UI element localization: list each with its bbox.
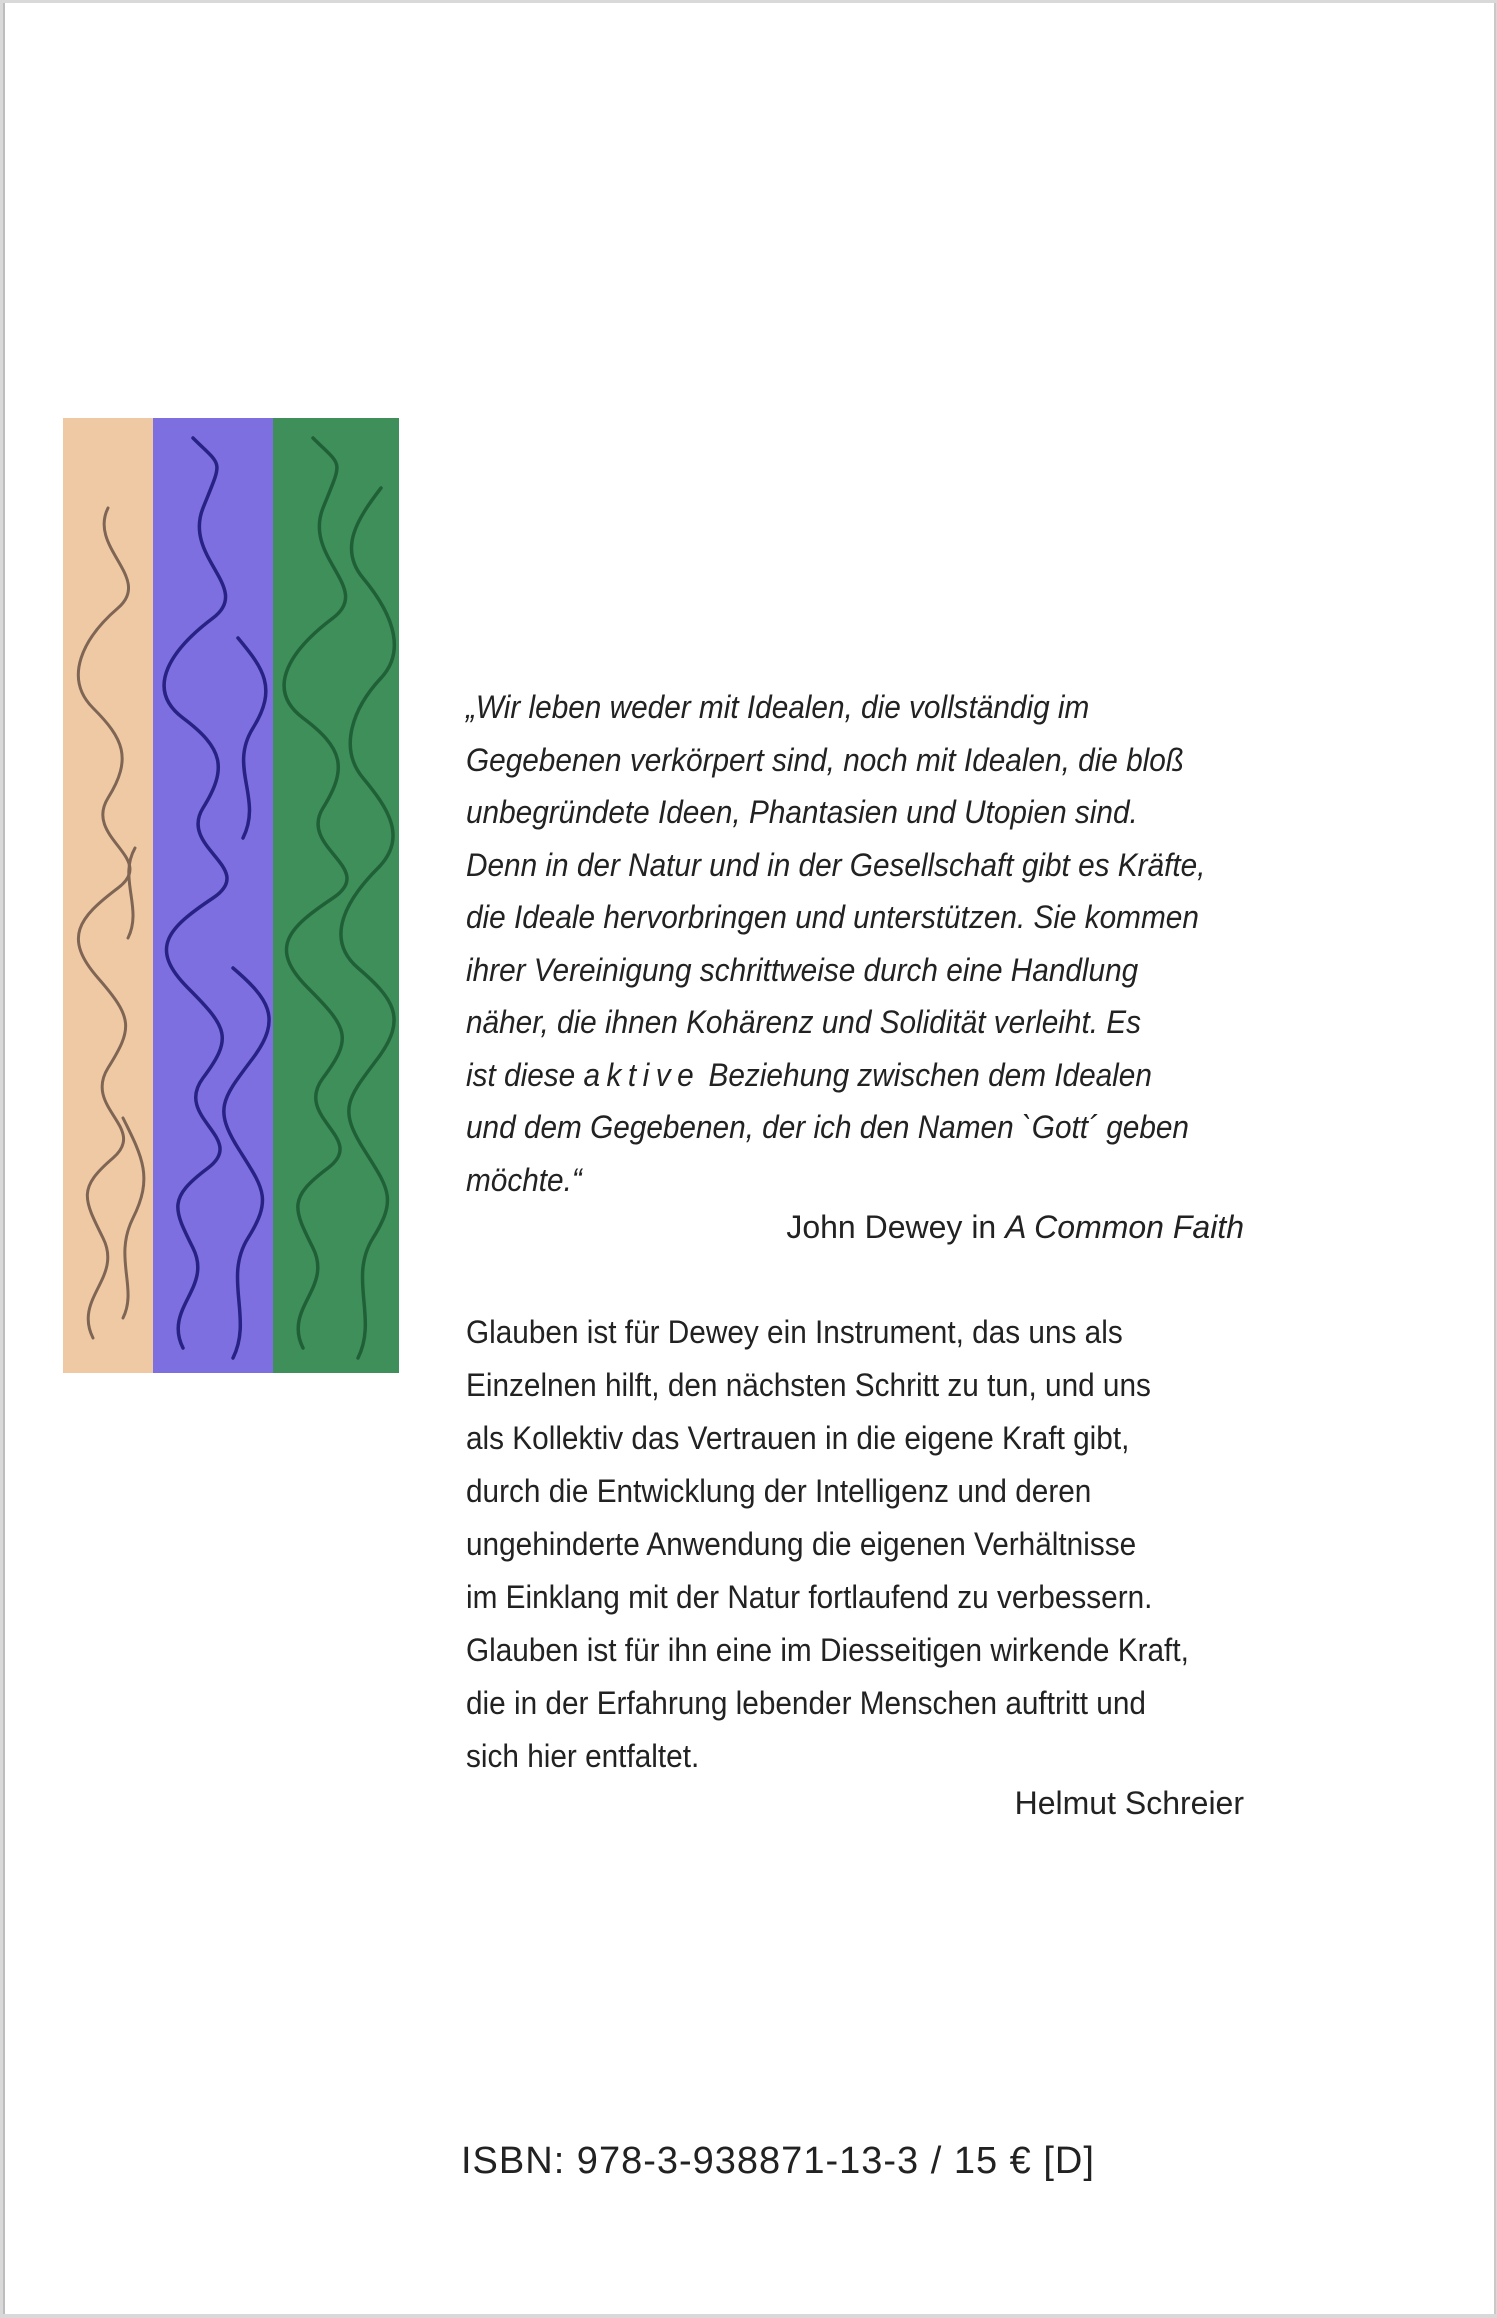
blurb-line: durch die Entwicklung der Intelligenz und deren [466, 1473, 1092, 1509]
quote-line: möchte.“ [466, 1161, 582, 1198]
blurb-line: Einzelnen hilft, den nächsten Schritt zu tun, und uns [466, 1367, 1151, 1403]
quote-line: „Wir leben weder mit Idealen, die vollständig im [466, 689, 1090, 725]
blurb-line: als Kollektiv das Vertrauen in die eigene Kraft gibt, [466, 1420, 1130, 1456]
quote-line: ihrer Vereinigung schrittweise durch eine Handlung [466, 951, 1139, 988]
quote-line: Denn in der Natur und in der Gesellschaft gibt es Kräfte, [466, 846, 1206, 883]
attribution-prefix: John Dewey in [786, 1209, 997, 1245]
quote-line: die Ideale hervorbringen und unterstützen. Sie kommen [466, 899, 1199, 935]
back-cover [3, 3, 1496, 2314]
handwriting-artwork [63, 418, 399, 1373]
quote-line: Gegebenen verkörpert sind, noch mit Idealen, die bloß [466, 741, 1184, 778]
dewey-quote [466, 681, 1229, 1206]
quote-line: und dem Gegebenen, der ich den Namen `Gott´ geben [466, 1109, 1189, 1145]
book-title: A Common Faith [1005, 1209, 1244, 1245]
quote-line: unbegründete Ideen, Phantasien und Utopien sind. [466, 794, 1138, 830]
handwriting-strips-image [63, 418, 399, 1373]
blurb-line: Glauben ist für Dewey ein Instrument, das uns als [466, 1314, 1123, 1350]
quote-line [466, 1049, 1229, 1102]
isbn-price: ISBN: 978-3-938871-13-3 / 15 € [D] [461, 2140, 1095, 2182]
blurb-line: im Einklang mit der Natur fortlaufend zu verbessern. [466, 1579, 1153, 1615]
blurb-line: Glauben ist für ihn eine im Diesseitigen wirkende Kraft, [466, 1632, 1189, 1668]
quote-line-start: ist diese [466, 1056, 576, 1093]
quote-attribution [786, 1201, 1244, 1253]
quote-line: näher, die ihnen Kohärenz und Solidität verleiht. Es [466, 1004, 1142, 1040]
quote-emphasis: aktive [583, 1056, 701, 1093]
blurb-text [466, 1306, 1247, 1783]
blurb-line: ungehinderte Anwendung die eigenen Verhältnisse [466, 1526, 1137, 1562]
author-name: Helmut Schreier [1014, 1785, 1244, 1821]
blurb-line: die in der Erfahrung lebender Menschen auftritt und [466, 1685, 1146, 1721]
blurb-line: sich hier entfaltet. [466, 1738, 700, 1774]
quote-line-end: Beziehung zwischen dem Idealen [708, 1056, 1152, 1093]
